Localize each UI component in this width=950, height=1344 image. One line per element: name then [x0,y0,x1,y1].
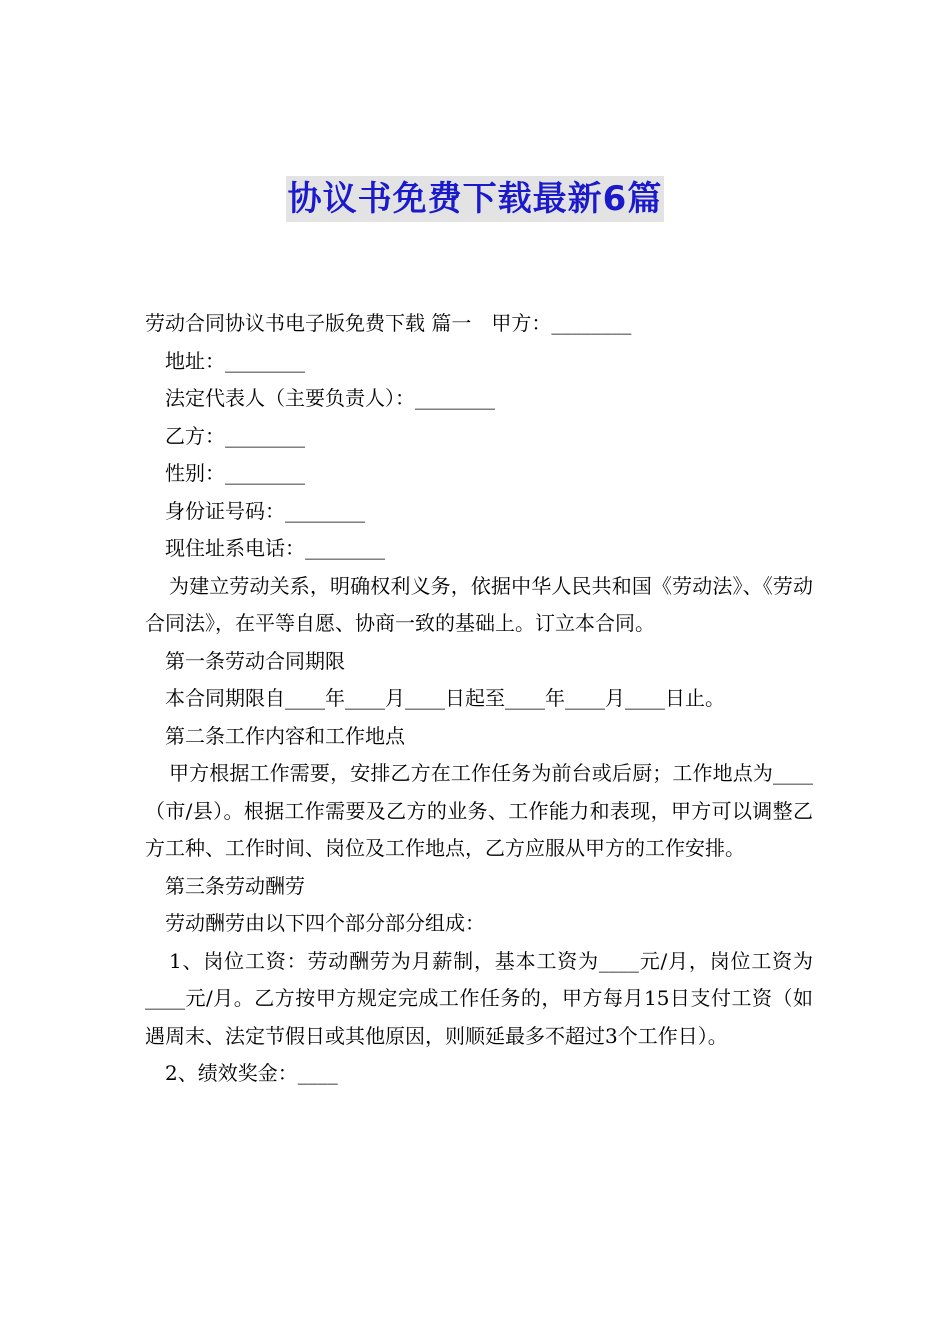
phone-line: 现住址系电话：________ [165,536,385,560]
gender-line: 性别：________ [165,461,305,485]
id-number-line: 身份证号码：________ [165,498,365,523]
article2-paragraph: 甲方根据工作需要，安排乙方在工作任务为前台或后厨；工作地点为____（市/县）。根据工作需要及乙方的业务、工作能力和表现，甲方可以调整乙方工种、工作时间、岗位及工作地点，乙方应服从甲方的工作安排。 [145,761,813,860]
article1-text: 本合同期限自____年____月____日起至____年____月____日止。 [165,686,725,710]
party-b-line: 乙方：________ [165,423,305,448]
legal-rep-line: 法定代表人（主要负责人）：________ [165,386,495,410]
article3-heading: 第三条劳动酬劳 [165,873,305,898]
title-container [0,176,950,222]
address-line: 地址：________ [165,348,305,373]
item2-line: 2、绩效奖金：____ [165,1061,338,1085]
document-title: 协议书免费下载最新6篇 [286,176,665,222]
party-a-line: 劳动合同协议书电子版免费下载 篇一 甲方：________ [145,311,632,335]
item1-paragraph: 1、岗位工资：劳动酬劳为月薪制，基本工资为____元/月，岗位工资为____元/月。乙方按甲方规定完成工作任务的，甲方每月15日支付工资（如遇周末、法定节假日或其他原因，则顺延最多不超过3个工作日）。 [145,948,813,1048]
article1-heading: 第一条劳动合同期限 [165,648,345,673]
article3-intro: 劳动酬劳由以下四个部分部分组成： [165,911,485,935]
document-body [145,305,813,1093]
intro-paragraph: 为建立劳动关系，明确权利义务，依据中华人民共和国《劳动法》、《劳动合同法》，在平等自愿、协商一致的基础上。订立本合同。 [145,573,813,635]
article2-heading: 第二条工作内容和工作地点 [165,723,405,748]
